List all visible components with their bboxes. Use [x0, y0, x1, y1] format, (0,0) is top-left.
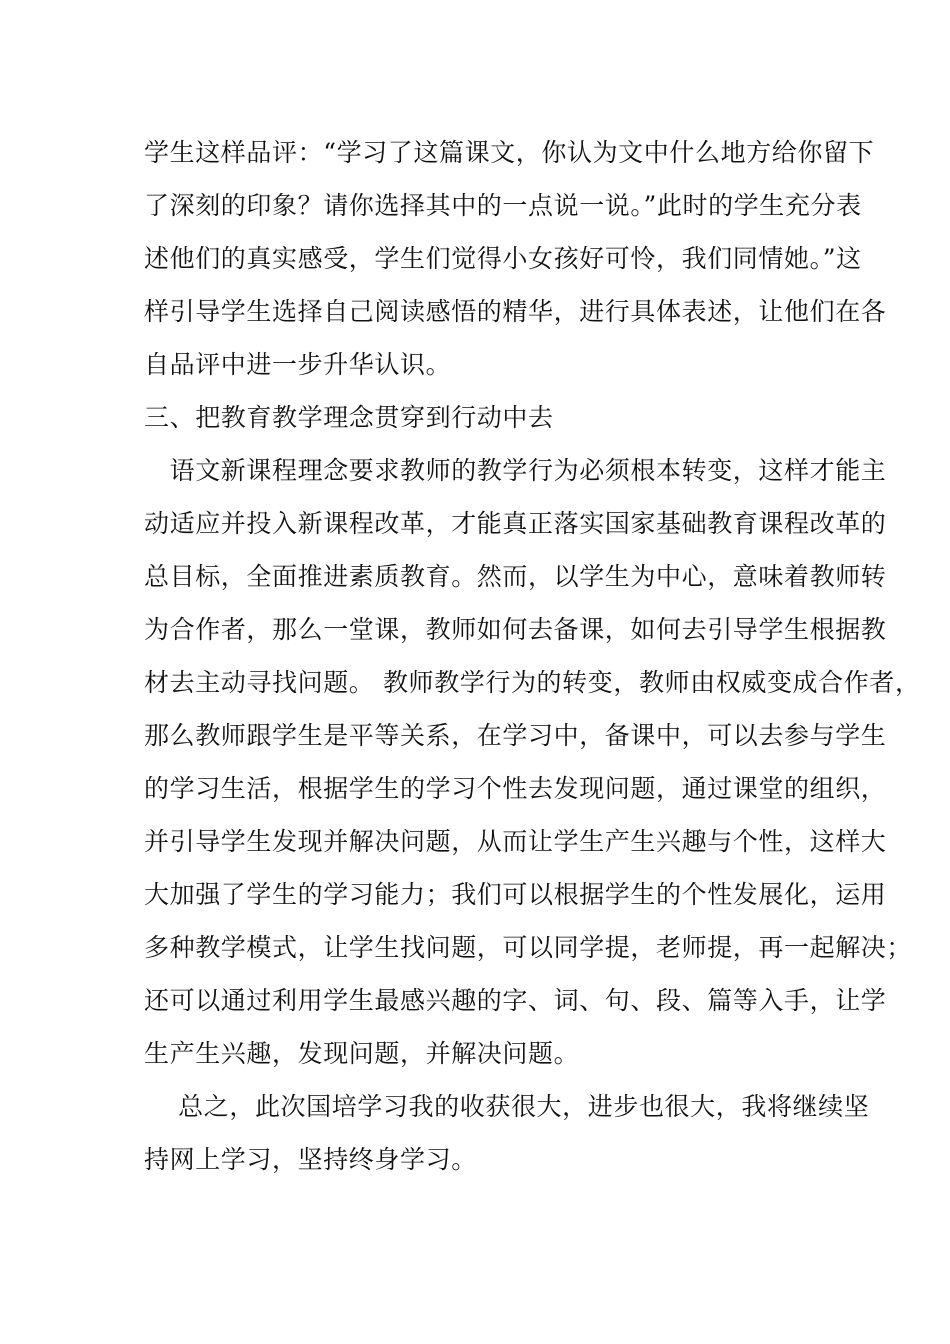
- text-line-1: 学生这样品评：“学习了这篇课文，你认为文中什么地方给你留下: [144, 138, 875, 167]
- text-line-10: 为合作者，那么一堂课，教师如何去备课，如何去引导学生根据教: [144, 615, 887, 644]
- text-line-14: 并引导学生发现并解决问题，从而让学生产生兴趣与个性，这样大: [144, 827, 887, 856]
- text-line-11: 材去主动寻找问题。 教师教学行为的转变，教师由权威变成合作者，: [144, 668, 921, 697]
- text-line-13: 的学习生活，根据学生的学习个性去发现问题，通过课堂的组织，: [144, 774, 887, 803]
- text-line-17: 还可以通过利用学生最感兴趣的字、词、句、段、篇等入手，让学: [144, 986, 887, 1015]
- text-line-15: 大加强了学生的学习能力；我们可以根据学生的个性发展化，运用: [144, 880, 887, 909]
- text-line-9: 总目标，全面推进素质教育。然而，以学生为中心，意味着教师转: [144, 562, 887, 591]
- text-line-4: 样引导学生选择自己阅读感悟的精华，进行具体表述，让他们在各: [144, 297, 887, 326]
- text-line-19: 总之，此次国培学习我的收获很大，进步也很大，我将继续坚: [144, 1092, 870, 1121]
- text-line-2: 了深刻的印象？请你选择其中的一点说一说。”此时的学生充分表: [144, 191, 862, 220]
- text-line-16: 多种教学模式，让学生找问题，可以同学提，老师提，再一起解决；: [144, 933, 913, 962]
- section-heading: 三、把教育教学理念贯穿到行动中去: [144, 403, 554, 432]
- text-line-12: 那么教师跟学生是平等关系，在学习中，备课中，可以去参与学生: [144, 721, 887, 750]
- text-line-3: 述他们的真实感受，学生们觉得小女孩好可怜，我们同情她。”这: [144, 244, 862, 273]
- text-line-8: 动适应并投入新课程改革，才能真正落实国家基础教育课程改革的: [144, 509, 887, 538]
- text-line-18: 生产生兴趣，发现问题，并解决问题。: [144, 1039, 580, 1068]
- text-line-5: 自品评中进一步升华认识。: [144, 350, 452, 379]
- text-line-20: 持网上学习，坚持终身学习。: [144, 1145, 477, 1174]
- text-line-7: 语文新课程理念要求教师的教学行为必须根本转变，这样才能主: [144, 456, 887, 485]
